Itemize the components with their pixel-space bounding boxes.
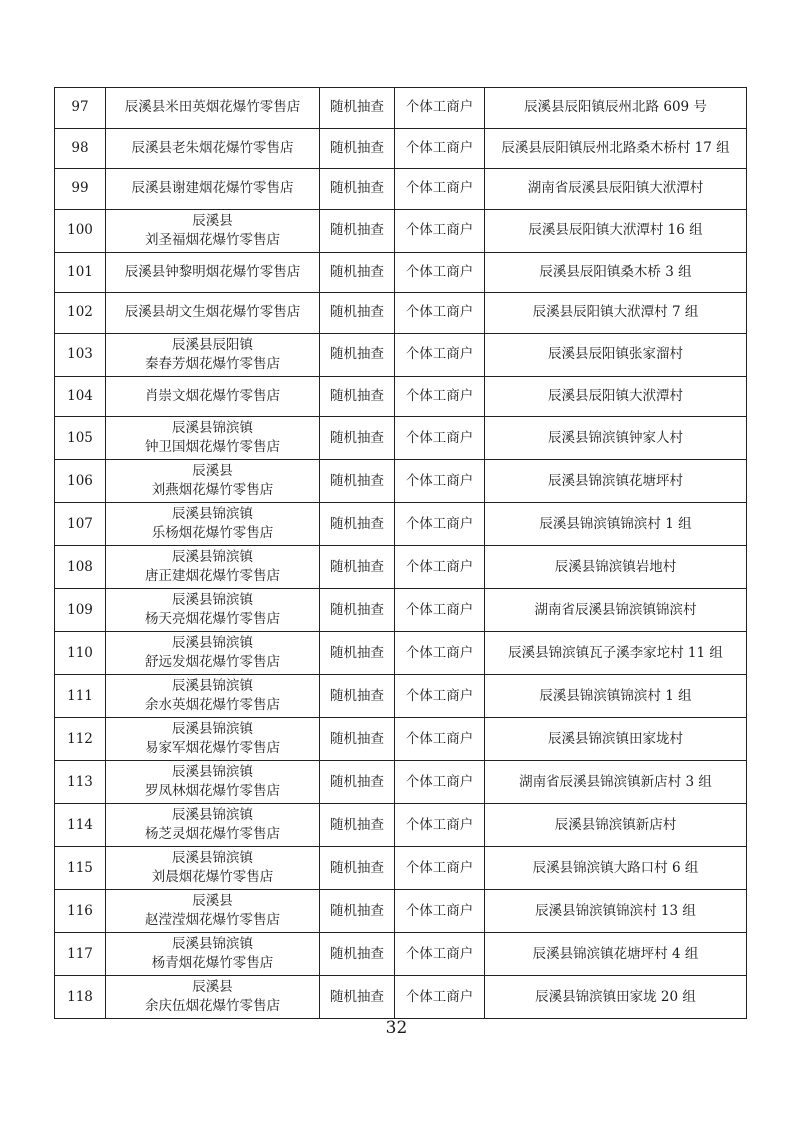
business-name	[106, 128, 320, 169]
table-row	[55, 589, 747, 632]
entity-type: 个体工商户	[395, 890, 485, 933]
entity-type: 个体工商户	[395, 417, 485, 460]
business-name	[106, 546, 320, 589]
business-name-line: 辰溪县锦滨镇	[172, 420, 253, 436]
business-name-line: 辰溪县米田英烟花爆竹零售店	[124, 99, 301, 116]
inspection-method: 随机抽查	[320, 890, 395, 933]
business-name	[106, 293, 320, 334]
business-address: 湖南省辰溪县锦滨镇新店村 3 组	[485, 761, 747, 804]
entity-type: 个体工商户	[395, 376, 485, 417]
table-row	[55, 718, 747, 761]
table-row	[55, 209, 747, 252]
inspection-method: 随机抽查	[320, 417, 395, 460]
table-row	[55, 169, 747, 210]
entity-type: 个体工商户	[395, 847, 485, 890]
business-name-line: 杨芝灵烟花爆竹零售店	[145, 826, 280, 842]
business-name-line: 辰溪县谢建烟花爆竹零售店	[131, 180, 294, 197]
table-row	[55, 252, 747, 293]
business-name-line: 辰溪县锦滨镇	[172, 549, 253, 565]
table-row	[55, 761, 747, 804]
business-name	[106, 88, 320, 129]
business-name-line: 辰溪县钟黎明烟花爆竹零售店	[124, 263, 301, 280]
business-name-line: 肖崇文烟花爆竹零售店	[145, 387, 280, 404]
row-number: 116	[55, 890, 106, 933]
row-number: 109	[55, 589, 106, 632]
business-name	[106, 761, 320, 804]
table-row	[55, 88, 747, 129]
business-name-line: 辰溪县辰阳镇	[172, 336, 253, 353]
business-address: 辰溪县锦滨镇花塘坪村	[485, 460, 747, 503]
business-address: 辰溪县辰阳镇辰州北路 609 号	[485, 88, 747, 129]
business-name	[106, 503, 320, 546]
table-row	[55, 675, 747, 718]
business-name	[106, 376, 320, 417]
business-name-line: 辰溪县锦滨镇	[172, 678, 253, 694]
row-number: 108	[55, 546, 106, 589]
business-address: 辰溪县辰阳镇大洑潭村 7 组	[485, 293, 747, 334]
entity-type: 个体工商户	[395, 128, 485, 169]
row-number: 115	[55, 847, 106, 890]
business-name-line: 舒远发烟花爆竹零售店	[145, 654, 280, 670]
inspection-method: 随机抽查	[320, 546, 395, 589]
entity-type: 个体工商户	[395, 88, 485, 129]
inspection-method: 随机抽查	[320, 632, 395, 675]
inspection-method: 随机抽查	[320, 675, 395, 718]
business-address: 辰溪县锦滨镇岩地村	[485, 546, 747, 589]
table-row	[55, 333, 747, 376]
row-number: 98	[55, 128, 106, 169]
entity-type: 个体工商户	[395, 675, 485, 718]
row-number: 105	[55, 417, 106, 460]
table-row	[55, 128, 747, 169]
entity-type: 个体工商户	[395, 169, 485, 210]
inspection-method: 随机抽查	[320, 376, 395, 417]
entity-type: 个体工商户	[395, 252, 485, 293]
row-number: 102	[55, 293, 106, 334]
business-name	[106, 209, 320, 252]
row-number: 104	[55, 376, 106, 417]
entity-type: 个体工商户	[395, 933, 485, 976]
business-address: 辰溪县锦滨镇大路口村 6 组	[485, 847, 747, 890]
business-address: 湖南省辰溪县辰阳镇大洑潭村	[485, 169, 747, 210]
business-name-line: 辰溪县锦滨镇	[172, 592, 253, 608]
business-name-line: 辰溪县锦滨镇	[172, 635, 253, 651]
business-name-line: 赵滢滢烟花爆竹零售店	[145, 912, 280, 928]
table-row	[55, 417, 747, 460]
business-name	[106, 675, 320, 718]
row-number: 110	[55, 632, 106, 675]
entity-type: 个体工商户	[395, 546, 485, 589]
row-number: 97	[55, 88, 106, 129]
entity-type: 个体工商户	[395, 718, 485, 761]
business-address: 辰溪县辰阳镇大洑潭村 16 组	[485, 209, 747, 252]
table-row	[55, 632, 747, 675]
inspection-method: 随机抽查	[320, 128, 395, 169]
business-address: 辰溪县锦滨镇花塘坪村 4 组	[485, 933, 747, 976]
entity-type: 个体工商户	[395, 333, 485, 376]
row-number: 117	[55, 933, 106, 976]
entity-type: 个体工商户	[395, 761, 485, 804]
inspection-method: 随机抽查	[320, 761, 395, 804]
business-name-line: 辰溪县锦滨镇	[172, 807, 253, 823]
business-name-line: 余庆伍烟花爆竹零售店	[145, 998, 280, 1014]
table-row	[55, 890, 747, 933]
business-name-line: 辰溪县锦滨镇	[172, 721, 253, 737]
row-number: 99	[55, 169, 106, 210]
business-name-line: 辰溪县胡文生烟花爆竹零售店	[124, 304, 301, 321]
business-name-line: 钟卫国烟花爆竹零售店	[145, 439, 280, 455]
business-name	[106, 417, 320, 460]
business-name-line: 辰溪县老朱烟花爆竹零售店	[131, 139, 294, 156]
business-name	[106, 460, 320, 503]
business-name-line: 刘燕烟花爆竹零售店	[151, 482, 274, 498]
table-row	[55, 376, 747, 417]
row-number: 112	[55, 718, 106, 761]
entity-type: 个体工商户	[395, 460, 485, 503]
business-name	[106, 252, 320, 293]
entity-type: 个体工商户	[395, 976, 485, 1019]
business-name	[106, 169, 320, 210]
table-row	[55, 933, 747, 976]
entity-type: 个体工商户	[395, 209, 485, 252]
table-row	[55, 546, 747, 589]
business-address: 辰溪县辰阳镇辰州北路桑木桥村 17 组	[485, 128, 747, 169]
business-name-line: 辰溪县锦滨镇	[172, 506, 253, 522]
business-name-line: 辰溪县	[192, 463, 233, 479]
business-name-line: 罗凤林烟花爆竹零售店	[145, 783, 280, 799]
business-name-line: 辰溪县	[192, 893, 233, 909]
business-name	[106, 933, 320, 976]
page-number: 32	[385, 1018, 408, 1038]
business-name-line: 辰溪县	[192, 212, 233, 229]
business-name-line: 刘圣福烟花爆竹零售店	[145, 231, 280, 248]
business-name-line: 余水英烟花爆竹零售店	[145, 697, 280, 713]
row-number: 106	[55, 460, 106, 503]
row-number: 118	[55, 976, 106, 1019]
business-name	[106, 976, 320, 1019]
business-name-line: 易家军烟花爆竹零售店	[145, 740, 280, 756]
business-name-line: 杨天亮烟花爆竹零售店	[145, 611, 280, 627]
business-name-line: 杨青烟花爆竹零售店	[151, 955, 274, 971]
business-name-line: 辰溪县	[192, 979, 233, 995]
business-name	[106, 890, 320, 933]
inspection-method: 随机抽查	[320, 209, 395, 252]
table-row	[55, 503, 747, 546]
table-row	[55, 976, 747, 1019]
business-name	[106, 632, 320, 675]
entity-type: 个体工商户	[395, 503, 485, 546]
inspection-table	[54, 87, 747, 1019]
business-address: 辰溪县锦滨镇钟家人村	[485, 417, 747, 460]
entity-type: 个体工商户	[395, 589, 485, 632]
entity-type: 个体工商户	[395, 293, 485, 334]
table-row	[55, 804, 747, 847]
business-name-line: 辰溪县锦滨镇	[172, 764, 253, 780]
inspection-method: 随机抽查	[320, 169, 395, 210]
business-address: 辰溪县辰阳镇桑木桥 3 组	[485, 252, 747, 293]
business-name-line: 秦春芳烟花爆竹零售店	[145, 355, 280, 372]
inspection-method: 随机抽查	[320, 293, 395, 334]
business-name	[106, 847, 320, 890]
business-name	[106, 589, 320, 632]
business-address: 辰溪县辰阳镇张家溜村	[485, 333, 747, 376]
business-address: 湖南省辰溪县锦滨镇锦滨村	[485, 589, 747, 632]
row-number: 114	[55, 804, 106, 847]
business-name-line: 辰溪县锦滨镇	[172, 850, 253, 866]
inspection-method: 随机抽查	[320, 503, 395, 546]
business-address: 辰溪县锦滨镇瓦子溪李家坨村 11 组	[485, 632, 747, 675]
business-name-line: 刘晨烟花爆竹零售店	[151, 869, 274, 885]
row-number: 111	[55, 675, 106, 718]
inspection-method: 随机抽查	[320, 88, 395, 129]
row-number: 107	[55, 503, 106, 546]
row-number: 100	[55, 209, 106, 252]
business-name-line: 唐正建烟花爆竹零售店	[145, 568, 280, 584]
inspection-method: 随机抽查	[320, 333, 395, 376]
row-number: 113	[55, 761, 106, 804]
inspection-method: 随机抽查	[320, 460, 395, 503]
inspection-method: 随机抽查	[320, 933, 395, 976]
row-number: 103	[55, 333, 106, 376]
business-address: 辰溪县锦滨镇田家垅 20 组	[485, 976, 747, 1019]
inspection-method: 随机抽查	[320, 589, 395, 632]
entity-type: 个体工商户	[395, 632, 485, 675]
business-name	[106, 718, 320, 761]
business-address: 辰溪县锦滨镇锦滨村 1 组	[485, 503, 747, 546]
table-row	[55, 847, 747, 890]
business-name-line: 乐杨烟花爆竹零售店	[151, 525, 274, 541]
inspection-method: 随机抽查	[320, 252, 395, 293]
row-number: 101	[55, 252, 106, 293]
table-body	[55, 88, 747, 1019]
inspection-method: 随机抽查	[320, 804, 395, 847]
inspection-method: 随机抽查	[320, 976, 395, 1019]
business-address: 辰溪县锦滨镇锦滨村 1 组	[485, 675, 747, 718]
business-name-line: 辰溪县锦滨镇	[172, 936, 253, 952]
business-address: 辰溪县锦滨镇田家垅村	[485, 718, 747, 761]
table-row	[55, 293, 747, 334]
table-row	[55, 460, 747, 503]
business-address: 辰溪县锦滨镇新店村	[485, 804, 747, 847]
business-name	[106, 804, 320, 847]
business-address: 辰溪县辰阳镇大洑潭村	[485, 376, 747, 417]
business-name	[106, 333, 320, 376]
inspection-method: 随机抽查	[320, 718, 395, 761]
business-address: 辰溪县锦滨镇锦滨村 13 组	[485, 890, 747, 933]
entity-type: 个体工商户	[395, 804, 485, 847]
inspection-method: 随机抽查	[320, 847, 395, 890]
